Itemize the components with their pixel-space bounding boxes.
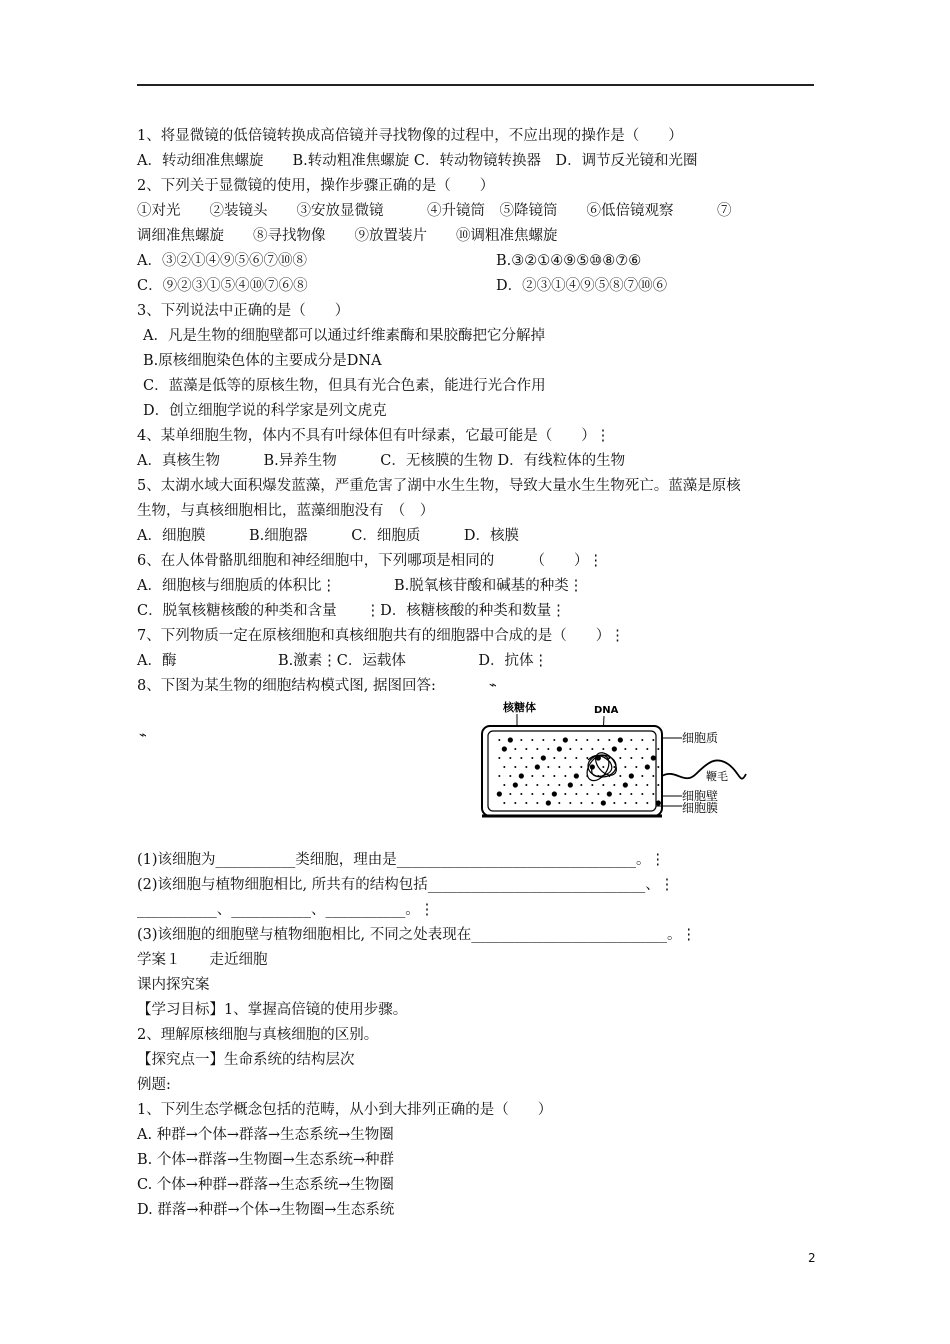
line-q2-steps-2: 调细准焦螺旋 ⑧寻找物像 ⑨放置装片 ⑩调粗准焦螺旋: [137, 228, 558, 244]
cytoplasm-dot: [575, 739, 577, 741]
cytoplasm-dot: [646, 784, 648, 786]
line-q3-option-a: A．凡是生物的细胞壁都可以通过纤维素酶和果胶酶把它分解掉: [143, 328, 545, 344]
cytoplasm-dot: [569, 766, 571, 768]
figure-flagellum: [662, 760, 746, 778]
figure-label-right-1: 细胞质: [682, 731, 719, 745]
example-q1-option-d: D. 群落→种群→个体→生物圈→生态系统: [137, 1202, 395, 1218]
cytoplasm-dot: [580, 784, 582, 786]
ribosome-granule: [497, 791, 502, 796]
cytoplasm-dot: [602, 748, 604, 750]
section-title: 学案１ 走近细胞: [137, 952, 268, 968]
ribosome-granule: [568, 782, 573, 787]
cytoplasm-dot: [641, 739, 643, 741]
line-q2-option-a: A．③②①④⑨⑤⑥⑦⑩⑧: [137, 253, 307, 269]
line-q8-2-cont: ___________、___________、___________。⋮: [137, 902, 435, 918]
cytoplasm-dot: [509, 793, 511, 795]
cytoplasm-dot: [652, 739, 654, 741]
cytoplasm-dot: [619, 757, 621, 759]
ribosome-granule: [508, 737, 513, 742]
cytoplasm-dot: [591, 748, 593, 750]
squiggle-mark-2: ⌁: [139, 728, 147, 743]
ribosome-granule: [656, 800, 661, 805]
cytoplasm-dot: [569, 748, 571, 750]
cytoplasm-dot: [536, 802, 538, 804]
cytoplasm-dot: [553, 739, 555, 741]
ribosome-granule: [502, 746, 507, 751]
example-q1-option-a: A. 种群→个体→群落→生态系统→生物圈: [137, 1127, 394, 1143]
cytoplasm-dot: [503, 802, 505, 804]
cytoplasm-dot: [646, 802, 648, 804]
line-q2-option-b: B.③②①④⑨⑤⑩⑧⑦⑥: [496, 253, 642, 269]
ribosome-granule: [612, 746, 617, 751]
cytoplasm-dot: [569, 802, 571, 804]
ribosome-granule: [645, 764, 650, 769]
cytoplasm-dot: [580, 748, 582, 750]
cytoplasm-dot: [542, 775, 544, 777]
cytoplasm-dot: [542, 793, 544, 795]
line-q2: 2、下列关于显微镜的使用，操作步骤正确的是（ ）: [137, 178, 495, 194]
cytoplasm-dot: [619, 775, 621, 777]
cytoplasm-dot: [558, 784, 560, 786]
cytoplasm-dot: [547, 784, 549, 786]
cytoplasm-dot: [498, 739, 500, 741]
cytoplasm-dot: [509, 775, 511, 777]
ribosome-granule: [552, 791, 557, 796]
cytoplasm-dot: [536, 748, 538, 750]
cytoplasm-dot: [602, 784, 604, 786]
cytoplasm-dot: [591, 802, 593, 804]
cytoplasm-dot: [613, 802, 615, 804]
cytoplasm-dot: [547, 748, 549, 750]
ribosome-granule: [651, 755, 656, 760]
cytoplasm-dot: [652, 775, 654, 777]
cytoplasm-dot: [641, 775, 643, 777]
cytoplasm-dot: [646, 748, 648, 750]
line-q2-steps-1: ①对光 ②装镜头 ③安放显微镜 ④升镜筒 ⑤降镜筒 ⑥低倍镜观察 ⑦: [137, 203, 732, 219]
cytoplasm-dot: [608, 739, 610, 741]
cytoplasm-dot: [498, 775, 500, 777]
cytoplasm-dot: [586, 757, 588, 759]
cytoplasm-dot: [580, 766, 582, 768]
cytoplasm-dot: [536, 784, 538, 786]
cytoplasm-dot: [624, 766, 626, 768]
line-q8-1: (1)该细胞为___________类细胞，理由是_________________________________。⋮: [137, 852, 666, 868]
line-q5-cont: 生物，与真核细胞相比，蓝藻细胞没有 （ ）: [137, 503, 435, 519]
line-q4: 4、某单细胞生物，体内不具有叶绿体但有叶绿素，它最可能是（ ）⋮: [137, 428, 611, 444]
learning-goal-2: 2、理解原核细胞与真核细胞的区别。: [137, 1027, 379, 1043]
cytoplasm-dot: [564, 775, 566, 777]
line-q8-2: (2)该细胞与植物细胞相比, 所共有的结构包括______________________________、⋮: [137, 877, 675, 893]
line-q5-options: A．细胞膜 B.细胞器 C．细胞质 D．核膜: [137, 528, 519, 544]
cytoplasm-dot: [586, 739, 588, 741]
cytoplasm-dot: [575, 757, 577, 759]
cytoplasm-dot: [509, 757, 511, 759]
cytoplasm-dot: [564, 793, 566, 795]
cytoplasm-dot: [542, 739, 544, 741]
explore-point-1: 【探究点一】生命系统的结构层次: [137, 1052, 355, 1068]
ribosome-granule: [557, 746, 562, 751]
cytoplasm-dot: [547, 766, 549, 768]
cytoplasm-dot: [597, 739, 599, 741]
line-q3: 3、下列说法中正确的是（ ）: [137, 303, 350, 319]
cytoplasm-dot: [619, 793, 621, 795]
cytoplasm-dot: [624, 748, 626, 750]
figure-label-right-4: 细胞膜: [682, 801, 719, 815]
cytoplasm-dot: [580, 802, 582, 804]
cytoplasm-dot: [514, 802, 516, 804]
cytoplasm-dot: [630, 793, 632, 795]
line-q3-option-d: D．创立细胞学说的科学家是列文虎克: [143, 403, 387, 419]
header-rule: [137, 84, 814, 86]
cytoplasm-dot: [586, 793, 588, 795]
cytoplasm-dot: [613, 766, 615, 768]
ribosome-granule: [519, 773, 524, 778]
cytoplasm-dot: [575, 793, 577, 795]
cytoplasm-dot: [630, 757, 632, 759]
cytoplasm-dot: [591, 784, 593, 786]
cytoplasm-dot: [525, 802, 527, 804]
figure-label-right-3: 细胞壁: [682, 789, 719, 803]
page-number: 2: [808, 1251, 816, 1265]
cytoplasm-dot: [525, 784, 527, 786]
ribosome-granule: [623, 782, 628, 787]
cytoplasm-dot: [641, 793, 643, 795]
line-q1: 1、将显微镜的低倍镜转换成高倍镜并寻找物像的过程中，不应出现的操作是（ ）: [137, 128, 683, 144]
line-q1-options: A．转动细准焦螺旋 B.转动粗准焦螺旋 C．转动物镜转换器 D．调节反光镜和光圈: [137, 153, 698, 169]
ribosome-granule: [513, 782, 518, 787]
learning-goal-1: 【学习目标】1、掌握高倍镜的使用步骤。: [137, 1002, 408, 1018]
cytoplasm-dot: [531, 793, 533, 795]
line-q3-option-c: C．蓝藻是低等的原核生物，但具有光合色素，能进行光合作用: [143, 378, 546, 394]
cytoplasm-dot: [525, 748, 527, 750]
example-q1-option-b: B. 个体→群落→生物圈→生态系统→种群: [137, 1152, 394, 1168]
cytoplasm-dot: [635, 748, 637, 750]
cytoplasm-dot: [635, 766, 637, 768]
line-q2-option-d: D．②③①④⑨⑤⑧⑦⑩⑥: [496, 278, 668, 294]
ribosome-granule: [563, 737, 568, 742]
cytoplasm-dot: [602, 766, 604, 768]
cytoplasm-dot: [558, 802, 560, 804]
line-q6-options-cd: C．脱氧核糖核酸的种类和含量 ⋮D．核糖核酸的种类和数量⋮: [137, 603, 566, 619]
example-q1-option-c: C. 个体→种群→群落→生态系统→生物圈: [137, 1177, 394, 1193]
figure-label-right-2: 鞭毛: [706, 770, 728, 783]
cytoplasm-dot: [657, 766, 659, 768]
example-label: 例题:: [137, 1077, 171, 1093]
ribosome-granule: [601, 800, 606, 805]
line-q6: 6、在人体骨骼肌细胞和神经细胞中，下列哪项是相同的 （ ）⋮: [137, 553, 603, 569]
cytoplasm-dot: [531, 739, 533, 741]
line-q2-option-c: C．⑨②③①⑤④⑩⑦⑥⑧: [137, 278, 308, 294]
cytoplasm-dot: [514, 766, 516, 768]
line-q3-option-b: B.原核细胞染色体的主要成分是DNA: [143, 353, 382, 369]
ribosome-granule: [629, 773, 634, 778]
cytoplasm-dot: [624, 802, 626, 804]
cytoplasm-dot: [641, 757, 643, 759]
line-q5: 5、太湖水域大面积爆发蓝藻，严重危害了湖中水生生物，导致大量水生生物死亡。蓝藻是原核: [137, 478, 741, 494]
cell-structure-figure: [470, 698, 770, 826]
figure-label-dna: DNA: [594, 705, 619, 716]
ribosome-granule: [607, 791, 612, 796]
cytoplasm-dot: [503, 784, 505, 786]
cytoplasm-dot: [657, 784, 659, 786]
cytoplasm-dot: [531, 757, 533, 759]
line-q7-options: A．酶 B.激素⋮C．运载体 D．抗体⋮: [137, 653, 548, 669]
cytoplasm-dot: [520, 739, 522, 741]
cytoplasm-dot: [597, 793, 599, 795]
cytoplasm-dot: [652, 793, 654, 795]
cytoplasm-dot: [635, 802, 637, 804]
cytoplasm-dot: [613, 784, 615, 786]
cytoplasm-dot: [558, 766, 560, 768]
cytoplasm-dot: [525, 766, 527, 768]
ribosome-granule: [541, 755, 546, 760]
cytoplasm-dot: [635, 784, 637, 786]
figure-label-ribosome: 核糖体: [503, 701, 536, 714]
ribosome-granule: [574, 773, 579, 778]
line-q8: 8、下图为某生物的细胞结构模式图, 据图回答:: [137, 678, 436, 694]
line-q8-3: (3)该细胞的细胞壁与植物细胞相比, 不同之处表现在___________________________。⋮: [137, 927, 697, 943]
line-q4-options: A．真核生物 B.异养生物 C．无核膜的生物 D．有线粒体的生物: [137, 453, 626, 469]
ribosome-granule: [546, 800, 551, 805]
cytoplasm-dot: [553, 757, 555, 759]
ribosome-granule: [618, 737, 623, 742]
section-subtitle: 课内探究案: [137, 977, 210, 993]
cytoplasm-dot: [630, 739, 632, 741]
ribosome-granule: [535, 764, 540, 769]
line-q7: 7、下列物质一定在原核细胞和真核细胞共有的细胞器中合成的是（ ）⋮: [137, 628, 625, 644]
cytoplasm-dot: [520, 793, 522, 795]
cytoplasm-dot: [498, 757, 500, 759]
cytoplasm-dot: [520, 757, 522, 759]
cytoplasm-dot: [531, 775, 533, 777]
cytoplasm-dot: [564, 757, 566, 759]
cytoplasm-dot: [553, 775, 555, 777]
cytoplasm-dot: [657, 748, 659, 750]
squiggle-mark-1: ⌁: [489, 678, 497, 693]
cytoplasm-dot: [503, 766, 505, 768]
line-q6-options-ab: A．细胞核与细胞质的体积比⋮ B.脱氧核苷酸和碱基的种类⋮: [137, 578, 584, 594]
example-q1: 1、下列生态学概念包括的范畴，从小到大排列正确的是（ ）: [137, 1102, 553, 1118]
cytoplasm-dot: [514, 748, 516, 750]
